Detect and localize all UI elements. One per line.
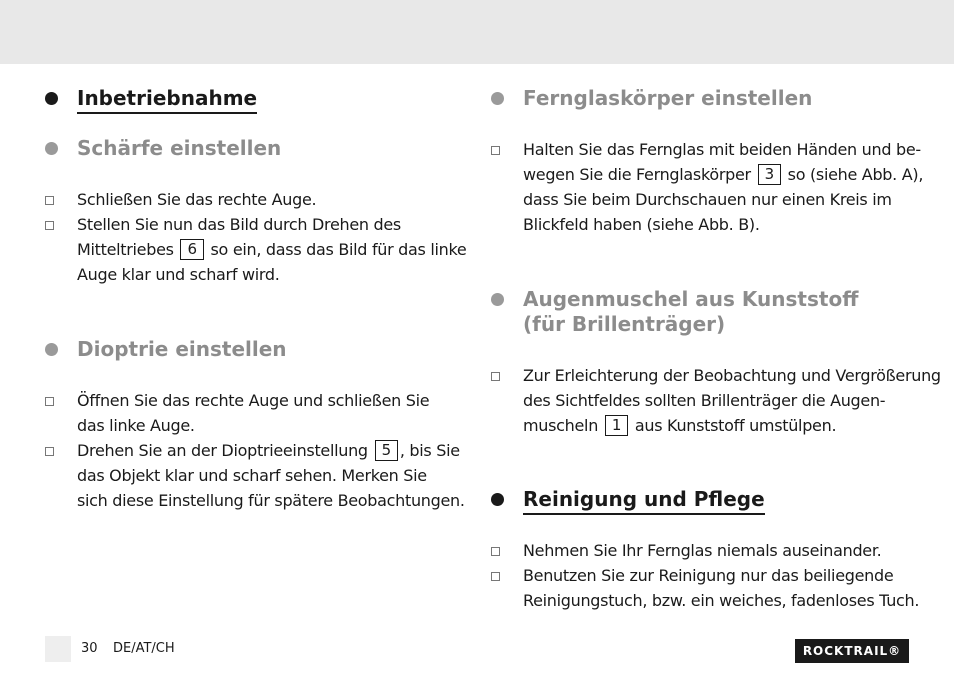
bullet-square-icon: [491, 372, 500, 381]
item-text: [77, 438, 465, 513]
text-line: so (siehe Abb. A),: [787, 165, 924, 184]
text-line: sich diese Einstellung für spätere Beobachtungen.: [77, 491, 465, 510]
item-text: [77, 212, 466, 287]
text-line: aus Kunststoff umstülpen.: [634, 416, 837, 435]
text-line: Stellen Sie nun das Bild durch Drehen des: [77, 215, 401, 234]
item-text: [77, 388, 429, 438]
text-line: das Objekt klar und scharf sehen. Merken Sie: [77, 466, 427, 485]
item-text: Schließen Sie das rechte Auge.: [77, 190, 317, 209]
bullet-square-icon: [491, 547, 500, 556]
bullet-dot-icon: [45, 142, 58, 155]
bullet-square-icon: [45, 196, 54, 205]
text-line: , bis Sie: [399, 441, 460, 460]
item-text: [523, 137, 923, 237]
text-line: Zur Erleichterung der Beobachtung und Vergrößerung: [523, 366, 941, 385]
heading-line: (für Brillenträger): [523, 312, 726, 336]
heading-text: Dioptrie einstellen: [77, 337, 287, 361]
heading-line: Augenmuschel aus Kunststoff: [523, 287, 859, 311]
bullet-square-icon: [45, 221, 54, 230]
bullet-square-icon: [491, 146, 500, 155]
text-line: Mitteltriebes: [77, 240, 174, 259]
item-text: Nehmen Sie Ihr Fernglas niemals auseinander.: [523, 541, 882, 560]
item-text: [523, 363, 941, 438]
part-number-ref: 6: [180, 239, 203, 260]
bullet-dot-icon: [491, 92, 504, 105]
text-line: wegen Sie die Fernglaskörper: [523, 165, 751, 184]
bullet-dot-icon: [491, 293, 504, 306]
page-marker: [45, 636, 71, 662]
part-number-ref: 5: [375, 440, 398, 461]
text-line: dass Sie beim Durchschauen nur einen Kreis im: [523, 190, 892, 209]
heading-text: Reinigung und Pflege: [523, 487, 765, 515]
bullet-square-icon: [45, 447, 54, 456]
part-number-ref: 3: [758, 164, 781, 185]
heading-text: Inbetriebnahme: [77, 86, 257, 114]
part-number-ref: 1: [605, 415, 628, 436]
language-code: DE/AT/CH: [113, 641, 175, 656]
bullet-dot-icon: [491, 493, 504, 506]
text-line: Reinigungstuch, bzw. ein weiches, fadenloses Tuch.: [523, 591, 920, 610]
bullet-square-icon: [45, 397, 54, 406]
bullet-dot-icon: [45, 343, 58, 356]
text-line: Benutzen Sie zur Reinigung nur das beiliegende: [523, 566, 894, 585]
page-number: 30: [81, 641, 98, 656]
item-text: [523, 563, 919, 613]
bullet-square-icon: [491, 572, 500, 581]
text-line: das linke Auge.: [77, 416, 195, 435]
bullet-dot-icon: [45, 92, 58, 105]
text-line: Öffnen Sie das rechte Auge und schließen Sie: [77, 391, 430, 410]
text-line: Auge klar und scharf wird.: [77, 265, 280, 284]
heading-text: Schärfe einstellen: [77, 136, 282, 160]
header-band: [0, 0, 954, 64]
text-line: Drehen Sie an der Dioptrieeinstellung: [77, 441, 368, 460]
heading-text: [523, 287, 858, 337]
brand-logo: ROCKTRAIL®: [795, 639, 909, 663]
text-line: muscheln: [523, 416, 599, 435]
text-line: Halten Sie das Fernglas mit beiden Händen und be-: [523, 140, 921, 159]
text-line: des Sichtfeldes sollten Brillenträger die Augen-: [523, 391, 886, 410]
text-line: so ein, dass das Bild für das linke: [210, 240, 467, 259]
text-line: Blickfeld haben (siehe Abb. B).: [523, 215, 760, 234]
heading-text: Fernglaskörper einstellen: [523, 86, 813, 110]
